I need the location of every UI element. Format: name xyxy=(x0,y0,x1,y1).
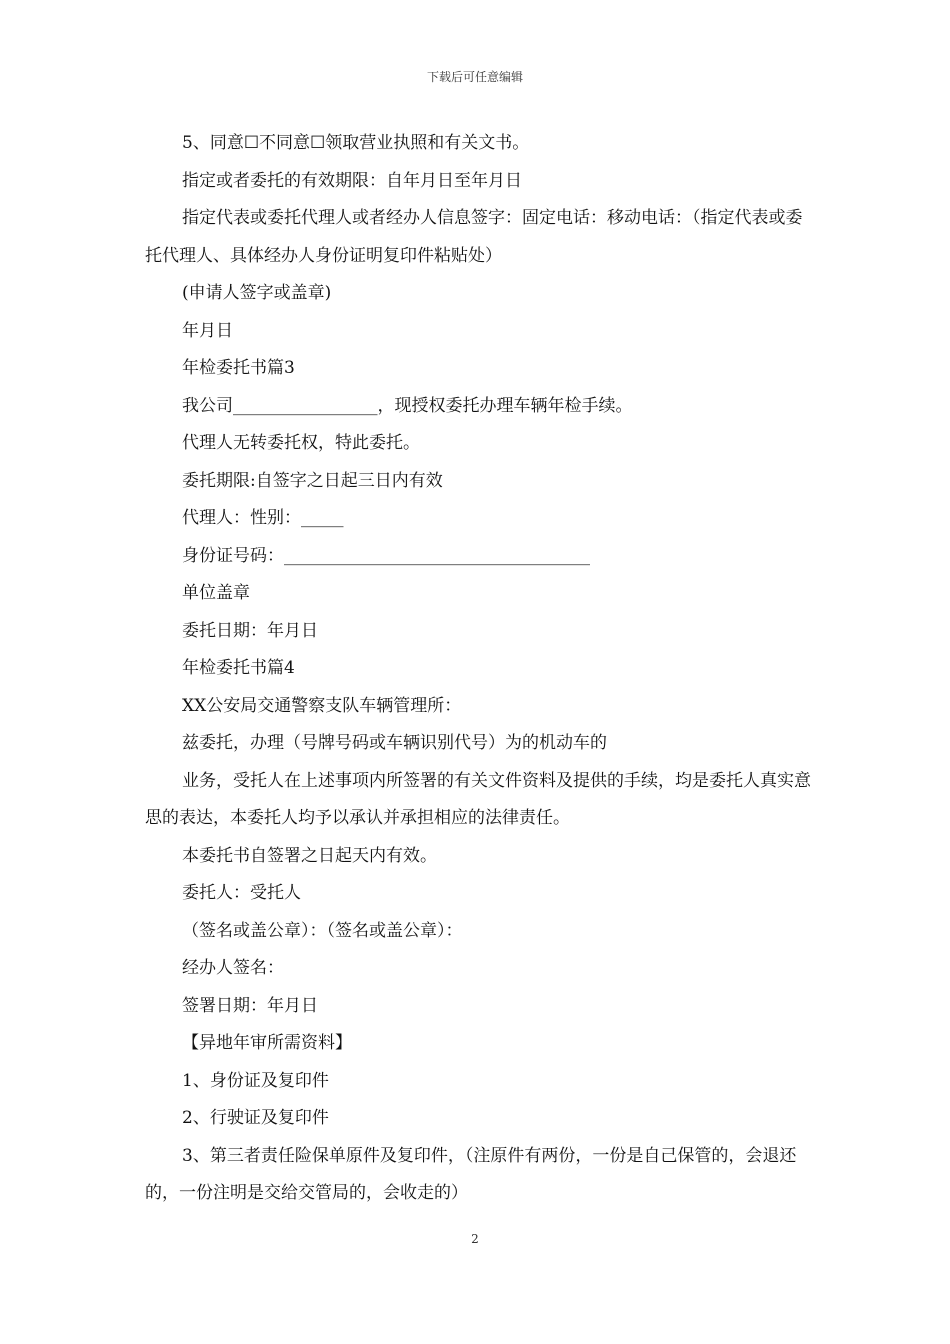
paragraph: 经办人签名： xyxy=(182,958,284,978)
paragraph: 业务，受托人在上述事项内所签署的有关文件资料及提供的手续，均是委托人真实意思的表达，本委托人均予以承认并承担相应的法律责任。 xyxy=(145,770,811,828)
list-item: 1、身份证及复印件 xyxy=(182,1070,329,1091)
paragraph: 代理人无转委托权，特此委托。 xyxy=(182,433,420,453)
section-heading: 年检委托书篇3 xyxy=(182,358,295,378)
document-body xyxy=(145,125,817,1213)
paragraph: 兹委托，办理（号牌号码或车辆识别代号）为的机动车的 xyxy=(182,733,607,753)
page-header: 下载后可任意编辑 xyxy=(426,70,523,84)
paragraph: 单位盖章 xyxy=(182,583,250,603)
paragraph: 身份证号码：____________________________________ xyxy=(182,545,590,566)
paragraph: 委托期限:自签字之日起三日内有效 xyxy=(182,470,443,491)
paragraph: 年月日 xyxy=(182,320,233,341)
paragraph: (申请人签字或盖章) xyxy=(182,283,332,303)
paragraph: 本委托书自签署之日起天内有效。 xyxy=(182,845,437,866)
section-heading: 【异地年审所需资料】 xyxy=(182,1033,352,1053)
paragraph: （签名或盖公章）：（签名或盖公章）： xyxy=(182,920,463,941)
paragraph: 指定或者委托的有效期限：自年月日至年月日 xyxy=(182,170,522,191)
paragraph: 5、同意☐不同意☐领取营业执照和有关文书。 xyxy=(182,133,530,153)
paragraph: XX公安局交通警察支队车辆管理所： xyxy=(182,695,462,716)
paragraph: 委托日期：年月日 xyxy=(182,620,318,641)
page-number: 2 xyxy=(471,1232,479,1246)
section-heading: 年检委托书篇4 xyxy=(182,658,295,678)
list-item: 3、第三者责任险保单原件及复印件，（注原件有两份，一份是自己保管的，会退还的，一份注明是交给交管局的，会收走的） xyxy=(145,1145,797,1203)
paragraph: 代理人：性别：_____ xyxy=(182,508,344,528)
paragraph: 签署日期：年月日 xyxy=(182,995,318,1016)
paragraph: 我公司_________________，现授权委托办理车辆年检手续。 xyxy=(182,395,633,416)
paragraph: 委托人：受托人 xyxy=(182,883,301,903)
list-item: 2、行驶证及复印件 xyxy=(182,1108,329,1128)
paragraph: 指定代表或委托代理人或者经办人信息签字：固定电话：移动电话：（指定代表或委托代理人、具体经办人身份证明复印件粘贴处） xyxy=(145,208,803,266)
